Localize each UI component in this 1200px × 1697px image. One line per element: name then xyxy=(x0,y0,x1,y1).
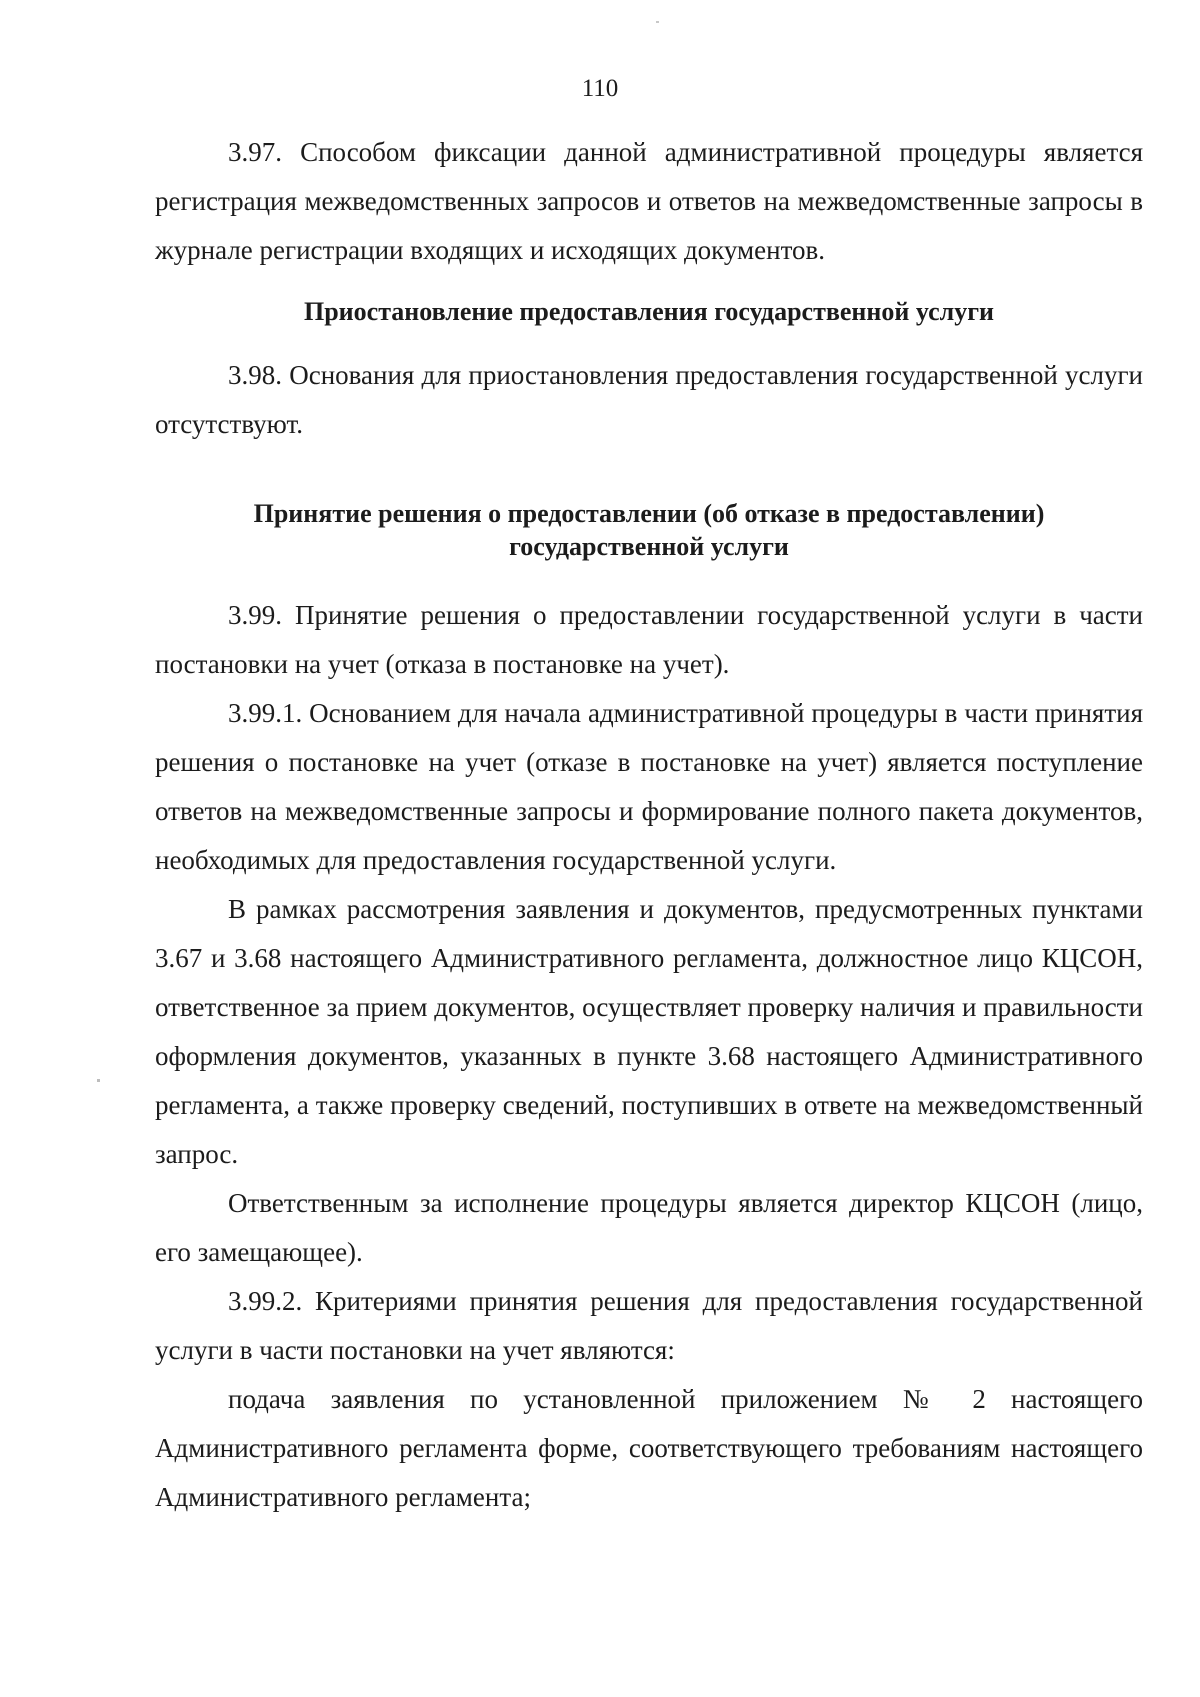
paragraph-3-97: 3.97. Способом фиксации данной административной процедуры является регистрация межведомственных запросов и ответов на межведомственные запросы в журнале регистрации входящих и исходящих документов. xyxy=(155,137,1143,265)
page-number: 110 xyxy=(581,75,619,102)
section-heading-decision-line1: Принятие решения о предоставлении (об отказе в предоставлении) xyxy=(253,499,1045,528)
paragraph-3-99-2: 3.99.2. Критериями принятия решения для предоставления государственной услуги в части постановки на учет являются: xyxy=(155,1286,1143,1365)
section-heading-suspension: Приостановление предоставления государственной услуги xyxy=(303,297,994,326)
section-heading-decision xyxy=(155,497,1143,563)
section-heading-decision-line2: государственной услуги xyxy=(509,532,789,561)
paragraph-3-99-1: 3.99.1. Основанием для начала административной процедуры в части принятия решения о постановке на учет (отказе в постановке на учет) является поступление ответов на межведомственные запросы и формирование полного пакета документов, необходимых для предоставления государственной услуги. xyxy=(155,698,1143,875)
document-body xyxy=(155,128,1143,1522)
scan-speck xyxy=(97,1079,100,1082)
paragraph-3-98: 3.98. Основания для приостановления предоставления государственной услуги отсутствуют. xyxy=(155,360,1143,439)
paragraph-responsible-director: Ответственным за исполнение процедуры является директор КЦСОН (лицо, его замещающее). xyxy=(155,1188,1143,1267)
paragraph-review-documents: В рамках рассмотрения заявления и документов, предусмотренных пунктами 3.67 и 3.68 настоящего Административного регламента, должностное лицо КЦСОН, ответственное за прием документов, осуществляет проверку наличия и правильности оформления документов, указанных в пункте 3.68 настоящего Административного регламента, а также проверку сведений, поступивших в ответе на межведомственный запрос. xyxy=(155,894,1143,1169)
paragraph-3-99: 3.99. Принятие решения о предоставлении государственной услуги в части постановки на учет (отказа в постановке на учет). xyxy=(155,600,1143,679)
paragraph-criteria-application: подача заявления по установленной приложением № 2 настоящего Административного регламента форме, соответствующего требованиям настоящего Административного регламента; xyxy=(155,1384,1143,1512)
scan-speck xyxy=(656,21,659,23)
